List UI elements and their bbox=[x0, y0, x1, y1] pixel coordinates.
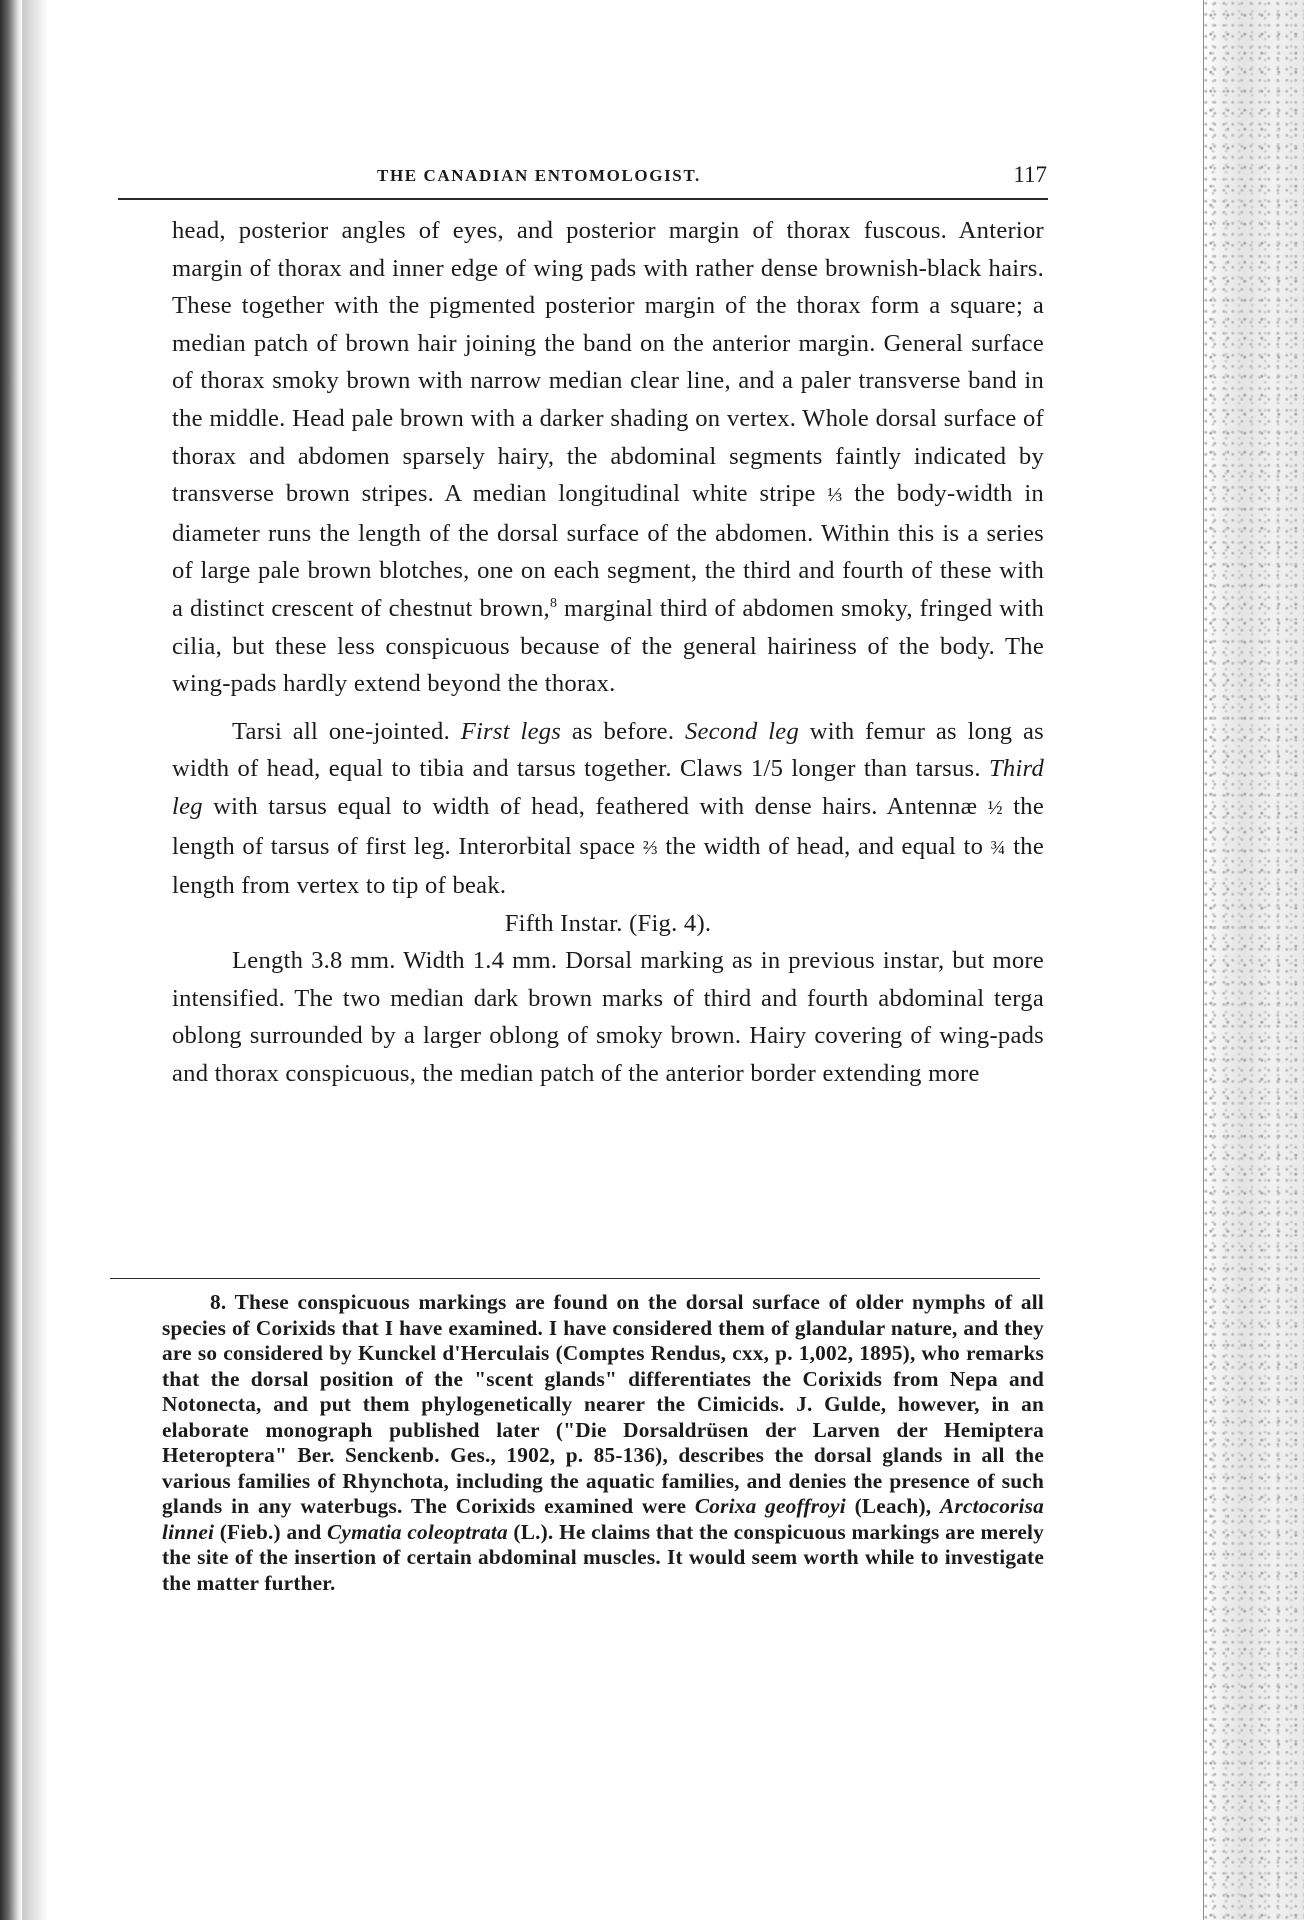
term-first-legs: First legs bbox=[460, 717, 562, 745]
footnote-rule bbox=[110, 1278, 1040, 1279]
fraction-one-third: ⅓ bbox=[827, 484, 843, 507]
scan-right-edge bbox=[1204, 0, 1304, 1920]
term-second-leg: Second leg bbox=[684, 717, 800, 745]
term-third-leg: Third leg bbox=[172, 755, 1044, 820]
species-cymatia-coleoptrata: Cymatia coleoptrata bbox=[327, 1519, 508, 1544]
header-rule bbox=[118, 198, 1048, 200]
body-text bbox=[172, 212, 1044, 1093]
species-arctocorisa-linnei: Arctocorisa linnei bbox=[162, 1494, 1044, 1544]
footnote-ref-8[interactable]: 8 bbox=[549, 595, 558, 611]
fraction-two-thirds: ⅔ bbox=[642, 836, 658, 859]
paragraph-legs: Tarsi all one-jointed. First legs as before. Second leg with femur as long as width of head, equal to tibia and tarsus together. Claws 1/5 longer than tarsus. Third leg with tarsus equal to width of head, feathered with dense hairs. Antennæ ½ the length of tarsus of first leg. Interorbital space ⅔ the width of head, and equal to ¾ the length from vertex to tip of beak. bbox=[172, 717, 1044, 900]
footnote-text: 8. These conspicuous markings are found on the dorsal surface of older nymphs of all species of Corixids that I have examined. I have considered them of glandular nature, and they are so considered by Kunckel d'Herculais (Comptes Rendus, cxx, p. 1,002, 1895), who remarks that the dorsal position of the "scent glands" differentiates the Corixids from Nepa and Notonecta, and put them phylogenetically nearer the Cimicids. J. Gulde, however, in an elaborate monograph published later ("Die Dorsaldrüsen der Larven der Hemiptera Heteroptera" Ber. Senckenb. Ges., 1902, p. 85-136), describes the dorsal glands in all the various families of Rhynchota, including the aquatic families, and denies the presence of such glands in any waterbugs. The Corixids examined were Corixa geoffroyi (Leach), Arctocorisa linnei (Fieb.) and Cymatia coleoptrata (L.). He claims that the conspicuous markings are merely the site of the insertion of certain abdominal muscles. It would seem worth while to investigate the matter further. bbox=[162, 1290, 1044, 1595]
section-heading-fifth-instar: Fifth Instar. (Fig. 4). bbox=[504, 909, 712, 937]
journal-page bbox=[162, 150, 1047, 1710]
scan-left-edge bbox=[0, 0, 22, 1920]
running-title: THE CANADIAN ENTOMOLOGIST. bbox=[377, 166, 701, 185]
paragraph-fifth-instar: Length 3.8 mm. Width 1.4 mm. Dorsal marking as in previous instar, but more intensified. The two median dark brown marks of third and fourth abdominal terga oblong surrounded by a larger oblong of smoky brown. Hairy covering of wing-pads and thorax conspicuous, the median patch of the anterior border extending more bbox=[172, 947, 1044, 1088]
running-head bbox=[162, 150, 1047, 192]
footnote-8 bbox=[162, 1290, 1044, 1596]
paragraph-fourth-instar-markings: head, posterior angles of eyes, and posterior margin of thorax fuscous. Anterior margin of thorax and inner edge of wing pads with rather dense brownish-black hairs. These together with the pigmented posterior margin of the thorax form a square; a median patch of brown hair joining the band on the anterior margin. General surface of thorax smoky brown with narrow median clear line, and a paler transverse band in the middle. Head pale brown with a darker shading on vertex. Whole dorsal surface of thorax and abdomen sparsely hairy, the abdominal segments faintly indicated by transverse brown stripes. A median longitudinal white stripe ⅓ the body-width in diameter runs the length of the dorsal surface of the abdomen. Within this is a series of large pale brown blotches, one on each segment, the third and fourth of these with a distinct crescent of chestnut brown,$^8$ marginal third of abdomen smoky, fringed with cilia, but these less conspicuous because of the general hairiness of the body. The wing-pads hardly extend beyond the thorax. bbox=[172, 217, 1044, 698]
fraction-three-quarters: ¾ bbox=[990, 836, 1006, 859]
fraction-one-half: ½ bbox=[987, 796, 1003, 819]
page-number: 117 bbox=[1013, 162, 1047, 187]
species-corixa-geoffroyi: Corixa geoffroyi bbox=[694, 1494, 846, 1518]
scan-left-shadow bbox=[22, 0, 48, 1920]
